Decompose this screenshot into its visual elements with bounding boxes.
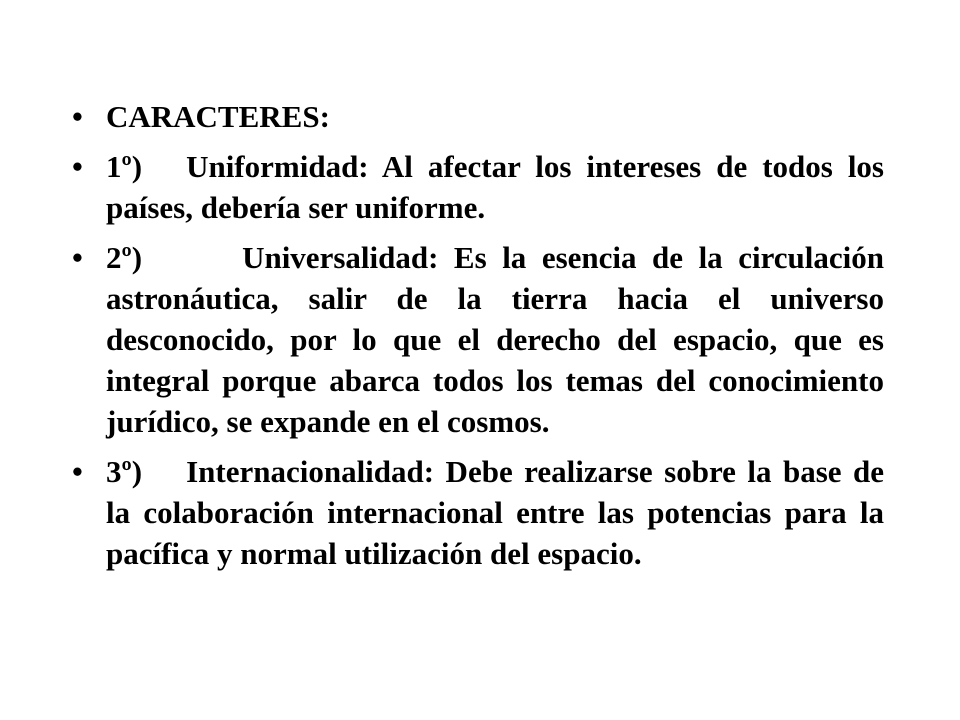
heading-text: CARACTERES: — [106, 99, 330, 134]
bullet-icon: • — [72, 149, 83, 184]
item-text: Uniformidad: Al afectar los intereses de todos los países, debería ser uniforme. — [106, 149, 884, 225]
item-text: Internacionalidad: Debe realizarse sobre la base de la colaboración internacional entre las potencias para la pacífica y normal utilización del espacio. — [106, 454, 884, 571]
bullet-item-internacionalidad — [72, 451, 884, 574]
bullet-item-heading — [72, 96, 884, 137]
bullet-icon: • — [72, 454, 83, 489]
bullet-icon: • — [72, 99, 83, 134]
item-number: 3º) — [106, 454, 143, 489]
bullet-icon: • — [72, 240, 83, 275]
item-text: Universalidad: Es la esencia de la circulación astronáutica, salir de la tierra hacia el universo desconocido, por lo que el derecho del espacio, que es integral porque abarca todos los temas del conocimiento jurídico, se expande en el cosmos. — [106, 240, 884, 439]
item-number: 1º) — [106, 149, 143, 184]
bullet-item-uniformidad — [72, 146, 884, 228]
bullet-item-universalidad — [72, 237, 884, 442]
bullet-list — [72, 96, 884, 583]
item-number: 2º) — [106, 240, 143, 275]
